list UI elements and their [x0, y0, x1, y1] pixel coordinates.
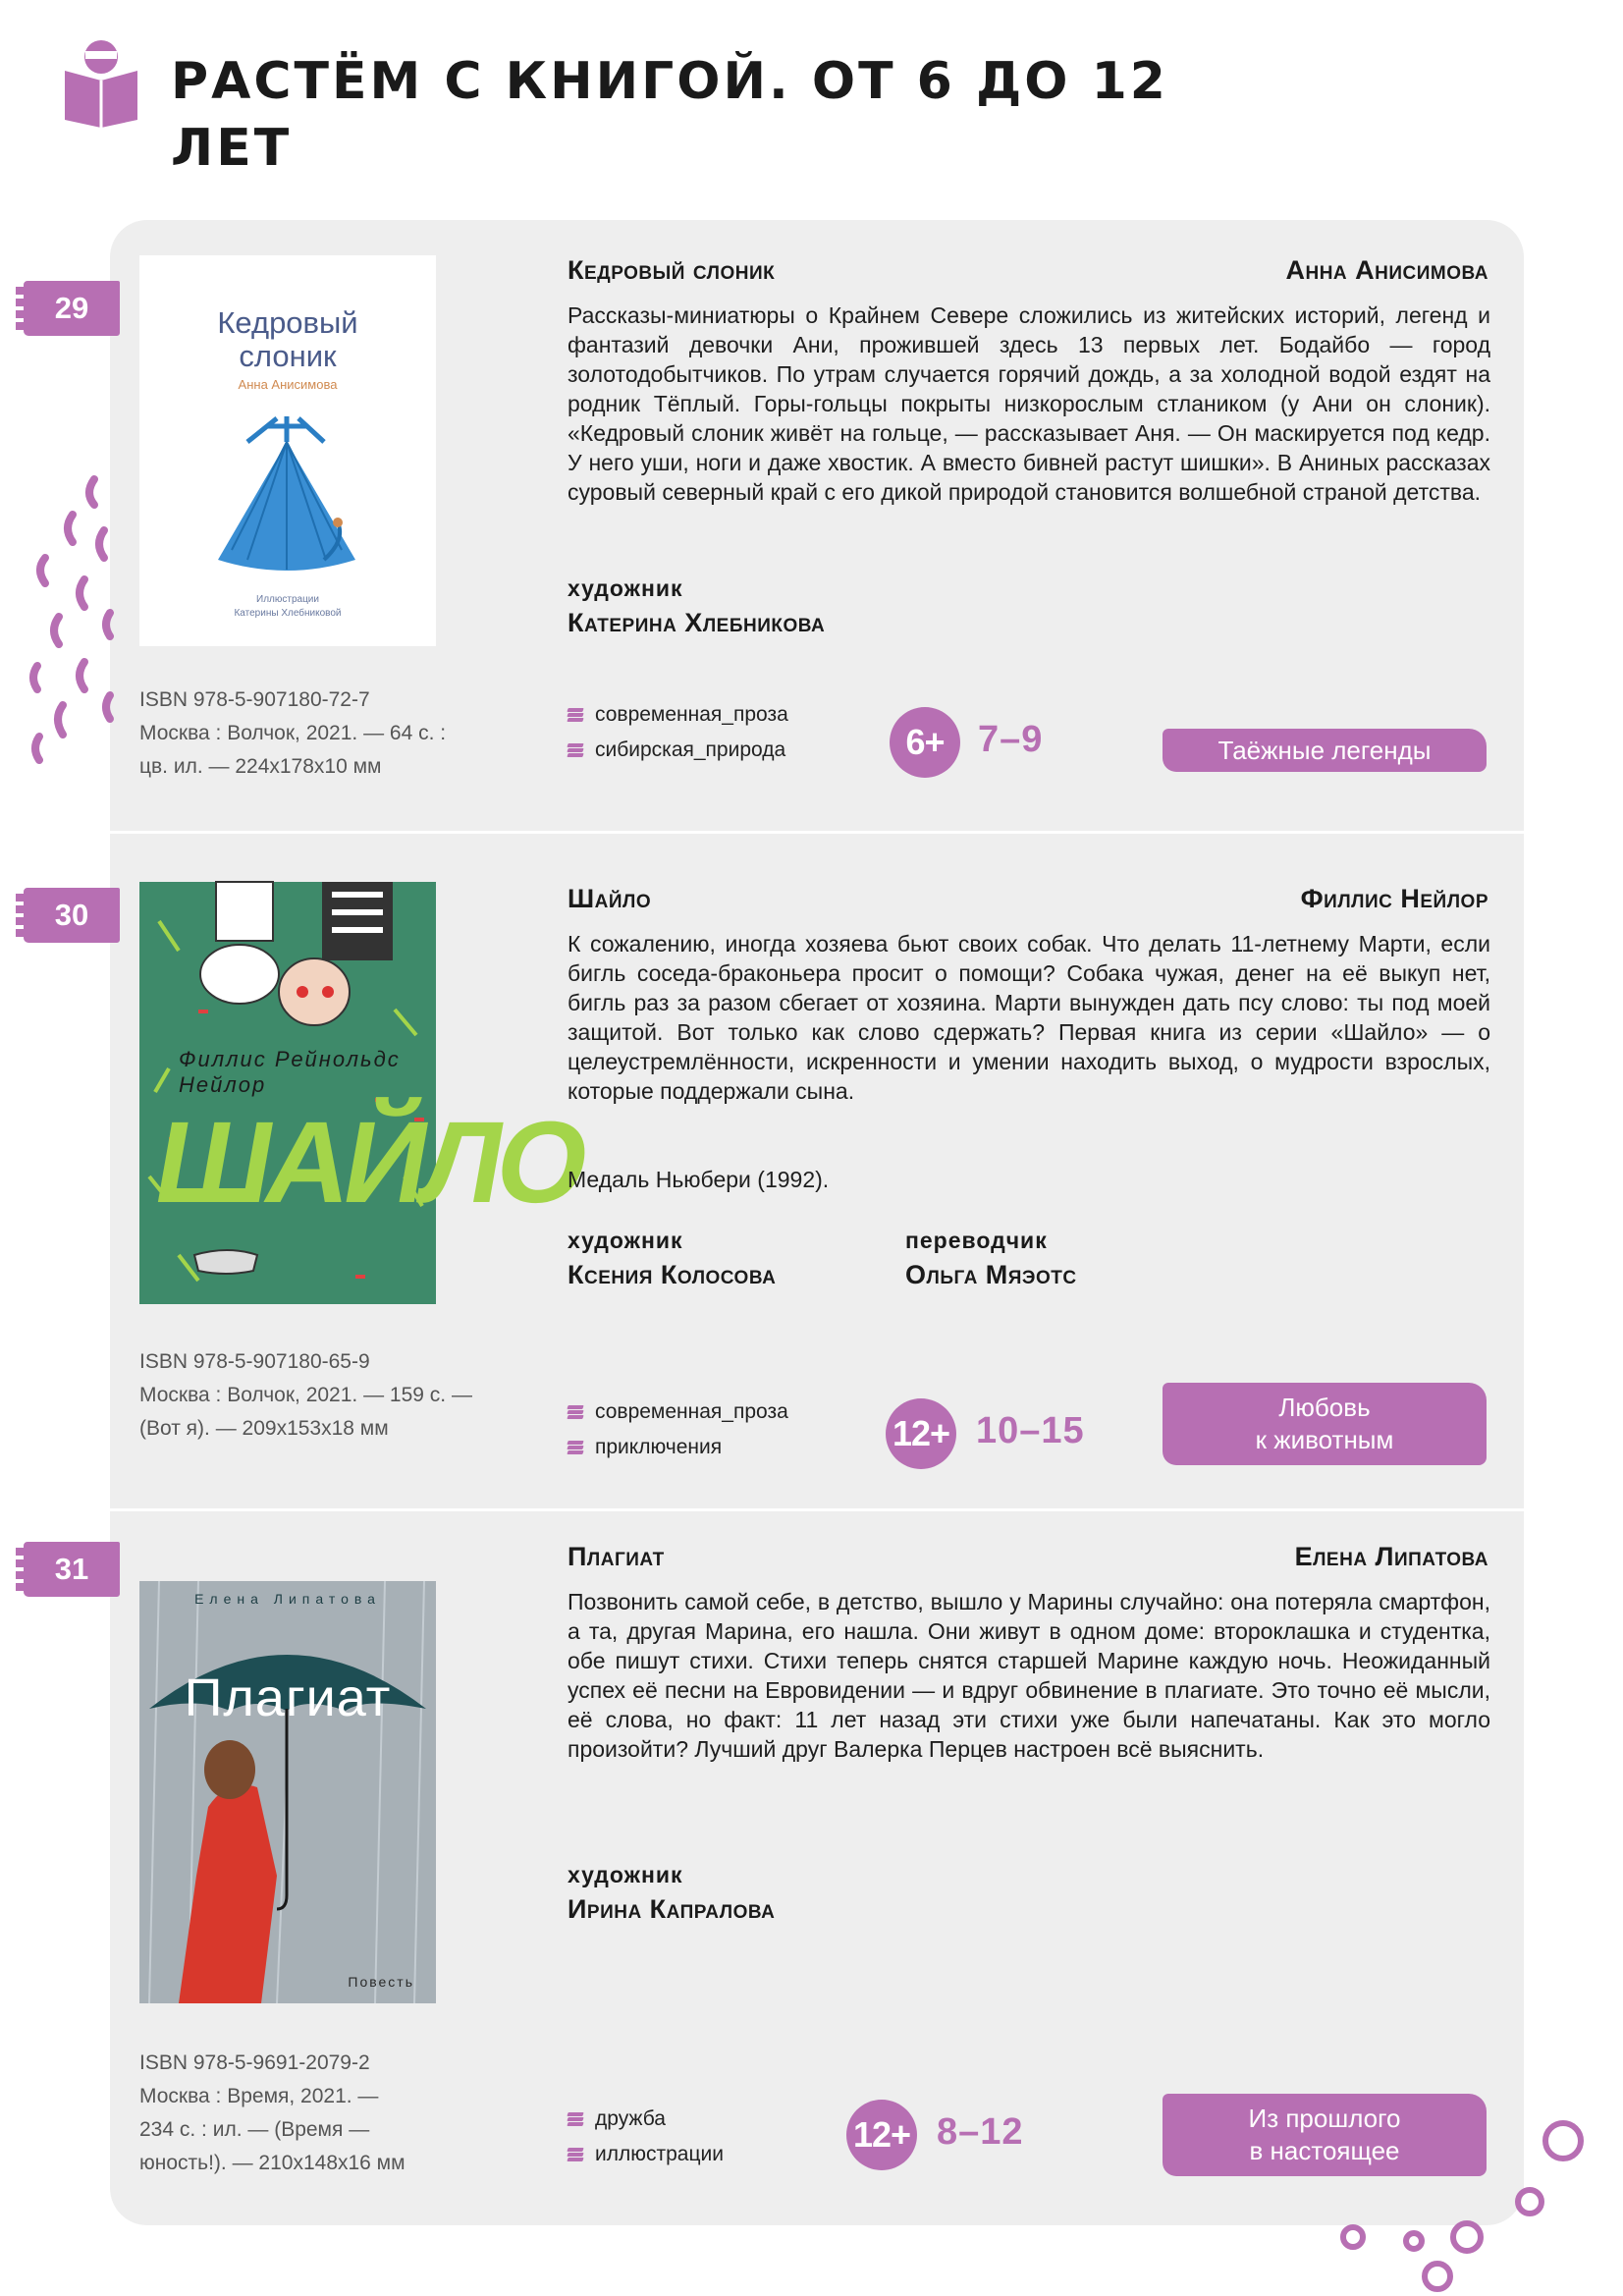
series-badge[interactable]: Таёжные легенды — [1163, 729, 1487, 772]
book-entry — [54, 1516, 1524, 2225]
book-cover — [139, 1581, 436, 2003]
cover-title: ШАЙЛО — [145, 1098, 594, 1228]
book-stack-icon — [568, 1405, 583, 1419]
entry-divider — [110, 831, 1524, 834]
cover-title: слоник — [239, 339, 337, 373]
cover-title: Плагиат — [184, 1668, 392, 1727]
book-stack-icon — [568, 2148, 583, 2161]
book-title: Шайло — [568, 884, 652, 913]
illustrator-credit — [568, 575, 825, 638]
tag-item[interactable]: дружба — [568, 2102, 724, 2137]
book-title: Плагиат — [568, 1542, 665, 1571]
credit-role: художник — [568, 1862, 683, 1887]
isbn: ISBN 978-5-907180-72-7 — [139, 688, 370, 711]
book-author: Филлис Нейлор — [1300, 884, 1488, 913]
imprint-line: цв. ил. — 224x178x10 мм — [139, 755, 382, 778]
cover-author: Нейлор — [179, 1072, 267, 1097]
book-entry — [54, 839, 1524, 1501]
reader-age-range: 10–15 — [976, 1410, 1085, 1451]
series-badge[interactable]: Любовь к животным — [1163, 1383, 1487, 1465]
imprint-line: юность!). — 210x148x16 мм — [139, 2152, 406, 2174]
tag-item[interactable]: приключения — [568, 1430, 788, 1465]
reader-age-range: 8–12 — [937, 2111, 1024, 2153]
cover-subtitle: Повесть — [348, 1974, 414, 1990]
cover-title: Кедровый — [217, 305, 358, 340]
imprint-line: Москва : Волчок, 2021. — 64 с. : — [139, 722, 447, 744]
imprint-line: Москва : Время, 2021. — — [139, 2085, 379, 2107]
credit-role: художник — [568, 1228, 683, 1253]
cover-author: Анна Анисимова — [238, 377, 338, 392]
entry-number: 31 — [24, 1542, 120, 1597]
cover-credit: Катерины Хлебниковой — [234, 608, 342, 619]
series-badge[interactable]: Из прошлого в настоящее — [1163, 2094, 1487, 2176]
bibliographic-info — [139, 683, 493, 784]
book-title: Кедровый слоник — [568, 255, 776, 285]
tag-item[interactable]: сибирская_природа — [568, 733, 788, 768]
reading-child-icon — [61, 37, 141, 128]
tag-list — [568, 2102, 724, 2172]
age-rating-badge: 6+ — [890, 707, 960, 778]
squiggle-decoration — [26, 469, 116, 774]
imprint-line: Москва : Волчок, 2021. — 159 с. — — [139, 1384, 472, 1406]
credit-role: художник — [568, 575, 683, 601]
book-annotation: Рассказы-миниатюры о Крайнем Севере сложились из житейских историй, легенд и фантазий девочки Ани, прожившей здесь 13 первых лет. Бодайбо — город золотодобытчиков. По утрам случается горячий дождь, а за холодной водой ездят на родник Тёплый. Горы-гольцы покрыты низкорослым стлаником (у Ани он слоник). «Кедровый слоник живёт на гольце, — рассказывает Аня. — Он маскируется под кедр. У него уши, ноги и даже хвостик. А вместо бивней растут шишки». В Аниных рассказах суровый северный край с его дикой природой становится волшебной страной детства. — [568, 302, 1490, 505]
cover-author: Елена Липатова — [194, 1591, 381, 1607]
elephant-tree-illustration — [208, 412, 365, 579]
credit-name: Ксения Колосова — [568, 1260, 777, 1289]
cover-author: Филлис Рейнольдс — [179, 1047, 401, 1071]
book-stack-icon — [568, 2112, 583, 2126]
book-author: Елена Липатова — [1294, 1542, 1488, 1571]
tag-list — [568, 697, 788, 768]
book-stack-icon — [568, 708, 583, 722]
book-author: Анна Анисимова — [1285, 255, 1488, 285]
book-annotation: Позвонить самой себе, в детство, вышло у Марины случайно: она потеряла смартфон, а та, другая Марина, его нашла. Они живут в одном доме: второклашка и студентка, обе пишут стихи. Стихи теперь снятся старшей Марине каждую ночь. Неожиданный успех её песни на Евровидении — и вдруг обвинение в плагиате. Это точно её мысли, её слова, но факт: 11 лет назад эти стихи уже были напечатаны. Как это могло произойти? Лучший друг Валерка Перцев настроен всё выяснить. — [568, 1589, 1490, 1762]
credit-name: Катерина Хлебникова — [568, 608, 826, 637]
credit-role: переводчик — [905, 1228, 1048, 1253]
isbn: ISBN 978-5-907180-65-9 — [139, 1350, 370, 1373]
illustrator-credit — [568, 1862, 775, 1925]
imprint-line: 234 с. : ил. — (Время — — [139, 2118, 370, 2141]
age-rating-badge: 12+ — [886, 1398, 956, 1469]
translator-credit — [905, 1228, 1077, 1290]
book-entry — [54, 220, 1524, 823]
entry-number: 30 — [24, 888, 120, 943]
book-stack-icon — [568, 743, 583, 757]
isbn: ISBN 978-5-9691-2079-2 — [139, 2051, 370, 2074]
tag-item[interactable]: современная_проза — [568, 1394, 788, 1430]
page-title: РАСТЁМ С КНИГОЙ. ОТ 6 ДО 12 ЛЕТ — [171, 52, 1168, 178]
imprint-line: (Вот я). — 209x153x18 мм — [139, 1417, 389, 1440]
tag-list — [568, 1394, 788, 1465]
book-annotation: К сожалению, иногда хозяева бьют своих собак. Что делать 11-летнему Марти, если бигль соседа-браконьера просит о помощи? Собака чужая, денег на её выкуп нет, бигль раз за разом сбегает от хозяина. Марти вынужден дать псу слово: ты под моей защитой. Вот только как слово сдержать? Первая книга из серии «Шайло» — о целеустремлённости, искренности и умении находить выход, о мудрости взрослых, которые поддержали сына. — [568, 931, 1490, 1104]
reader-age-range: 7–9 — [978, 719, 1044, 760]
umbrella-girl-illustration — [139, 1581, 436, 2003]
age-rating-badge: 12+ — [846, 2100, 917, 2170]
credit-name: Ирина Капралова — [568, 1894, 776, 1924]
book-cover — [139, 882, 594, 1304]
illustrator-credit — [568, 1228, 776, 1290]
tag-item[interactable]: иллюстрации — [568, 2137, 724, 2172]
bibliographic-info — [139, 2047, 493, 2180]
page-header — [61, 29, 1239, 178]
entry-number: 29 — [24, 281, 120, 336]
tag-item[interactable]: современная_проза — [568, 697, 788, 733]
book-award: Медаль Ньюбери (1992). — [568, 1167, 830, 1192]
bibliographic-info — [139, 1345, 493, 1446]
entry-divider — [110, 1508, 1524, 1511]
book-stack-icon — [568, 1441, 583, 1454]
credit-name: Ольга Мяэотс — [905, 1260, 1077, 1289]
book-cover — [139, 255, 436, 646]
cover-credit: Иллюстрации — [256, 594, 319, 605]
